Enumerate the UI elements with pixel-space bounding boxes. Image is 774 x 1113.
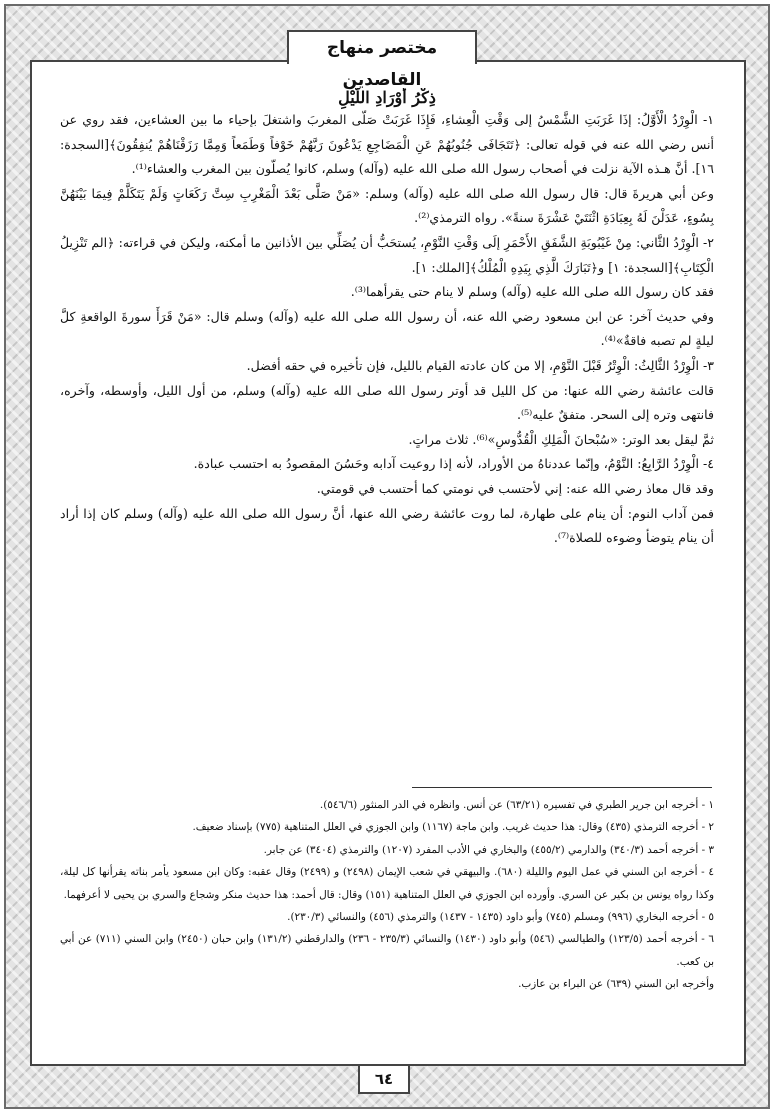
footnote-6: ٦ - أخرجه أحمد (١٢٣/٥) والطيالسي (٥٤٦) وأبو داود (١٤٣٠) والنسائي (٢٣٥/٣ - ٢٣٦) والدارقطني (١٣١/٢) وابن حبان (٢٤٥٠) وابن السني (٧١١) عن أبي بن كعب. bbox=[60, 933, 714, 968]
footnote-6-continued: وأخرجه ابن السني (٦٣٩) عن البراء بن عازب. bbox=[518, 978, 714, 991]
page-number: ٦٤ bbox=[358, 1066, 410, 1094]
footnote-3: ٣ - أخرجه أحمد (٣٤٠/٣) والدارمي (٤٥٥/٢) والبخاري في الأدب المفرد (١٢٠٧) والترمذي (٣٤٠٤) عن جابر. bbox=[263, 843, 714, 856]
section-title: ذِكْرُ أَوْرَادِ اللَّيْلِ bbox=[338, 88, 436, 107]
footnote-4: ٤ - أخرجه ابن السني في عمل اليوم والليلة (٦٨٠). والبيهقي في شعب الإيمان (٢٤٩٨) و (٢٤٩٩) وقال عقبه: وكان ابن مسعود يأمر بناته يقرأنها كل ليلة، وكذا رواه يونس بن بكير عن السري. وأورده ابن الجوزي في العلل المتناهية (١٥١) وقال: قال أحمد: هذا حديث منكر وشجاع والسري بن يحيى لا أعرفهما. bbox=[60, 866, 714, 901]
footnote-2: ٢ - أخرجه الترمذي (٤٣٥) وقال: هذا حديث غريب. وابن ماجة (١١٦٧) وابن الجوزي في العلل المتناهية (٧٧٥) بإسناد ضعيف. bbox=[192, 821, 714, 834]
footnotes bbox=[60, 794, 714, 1056]
paragraph-second-wird: ٢- الْوِرْدُ الثَّاني: مِنْ غَيْبُوبَةِ الشَّفَقِ الأَحْمَرِ إلَى وَقْتِ النَّوْمِ، يُستحَبُّ أن يُصَلِّي بين الأذانين ما أمكنه، وليكن في قراءته: ﴿الم تَنْزِيلُ الْكِتَابِ﴾[السجدة: ١] و﴿تَبَارَكَ الَّذِي بِيَدِهِ الْمُلْكُ﴾[الملك: ١]. bbox=[60, 234, 714, 275]
paragraph-third-wird: ٣- الْوِرْدُ الثَّالِثُ: الْوِتْرُ قَبْلَ النَّوْمِ، إلا من كان عادته القيام بالليل، فإن تأخيره في حقه أفضل. bbox=[246, 357, 714, 373]
paragraph-first-wird: ١- الْوِرْدُ الْأَوَّلُ: إذَا غَرَبَتِ الشَّمْسُ إلى وَقْتِ الْعِشاءِ، فَإِذَا غَرَبَتْ صَلّى المغربَ واشتغلَ بإحياء ما بين العشاءين، فقد روي عن أنس رضي الله عنه في قوله تعالى: ﴿تَتَجَافَى جُنُوبُهُمْ عَنِ الْمَضَاجِعِ يَدْعُونَ رَبَّهُمْ خَوْفاً وَطَمَعاً وَمِمَّا رَزَقْنَاهُمْ يُنفِقُونَ﴾[السجدة: ١٦]. أنَّ هـذه الآية نزلت في أصحاب رسول الله صلى الله عليه (وآله) وسلم، كانوا يُصلّون بين المغرب والعشاء⁽¹⁾. bbox=[60, 112, 714, 177]
footnote-5: ٥ - أخرجه البخاري (٩٩٦) ومسلم (٧٤٥) وأبو داود (١٤٣٥ - ١٤٣٧) والترمذي (٤٥٦) والنسائي (٢٣٠/٣). bbox=[287, 911, 714, 924]
paragraph-aisha-witr: قالت عائشة رضي الله عنها: من كل الليل قد أوتر رسول الله صلى الله عليه (وآله) وسلم، من أول الليل، وأوسطه، وآخره، فانتهى وتره إلى السحر. متفقٌ عليه⁽⁵⁾. bbox=[60, 382, 714, 423]
book-title: مختصر منهاج القاصدين bbox=[287, 30, 477, 64]
paragraph-waqiah: وفي حديث آخر: عن ابن مسعود رضي الله عنه، أن رسول الله صلى الله عليه (وآله) وسلم قال: «مَنْ قَرَأَ سورةَ الواقعةِ كلَّ ليلةٍ لم تصبه فاقةٌ»⁽⁴⁾. bbox=[60, 308, 714, 349]
paragraph-abu-hurayra: وعن أبي هريرةَ قال: قال رسول الله صلى الله عليه (وآله) وسلم: «مَنْ صَلَّى بَعْدَ الْمَغْرِبِ سِتَّ رَكَعَاتٍ وَلَمْ يَتَكَلَّمْ فِيمَا بَيْنَهُنَّ بِسُوءٍ، عَدَلْنَ لَهُ بِعِبَادَةِ اثْنَتَيْ عَشْرَةَ سنةً». رواه الترمذي⁽²⁾. bbox=[60, 185, 714, 226]
paragraph-after-witr: ثمَّ ليقل بعد الوتر: «سُبْحانَ الْمَلِكِ الْقُدُّوسِ»⁽⁶⁾. ثلاث مراتٍ. bbox=[408, 431, 714, 447]
footnote-1: ١ - أخرجه ابن جرير الطبري في تفسيره (٦٣/٢١) عن أنس. وانظره في الدر المنثور (٥٤٦/٦). bbox=[319, 799, 714, 811]
footnote-divider bbox=[412, 787, 712, 788]
paragraph-muadh: وقد قال معاذ رضي الله عنه: إني لأحتسب في نومتي كما أحتسب في قومتي. bbox=[316, 480, 714, 496]
main-text bbox=[60, 88, 714, 753]
paragraph-fourth-wird: ٤- الْوِرْدُ الرَّابِعُ: النَّوْمُ، وإنّما عددناهُ من الأوراد، لأنه إذا روعيت آدابه وحَسُنَ المقصودُ به احتسب عبادة. bbox=[193, 456, 714, 472]
paragraph-sleep-etiquette: فمن آداب النوم: أن ينام على طهارة، لما روت عائشة رضي الله عنها، أنَّ رسول الله صلى الله عليه (وآله) وسلم كان إذا أراد أن ينام يتوضأ وضوءه للصلاة⁽⁷⁾. bbox=[60, 505, 714, 546]
paragraph-reading: فقد كان رسول الله صلى الله عليه (وآله) وسلم لا ينام حتى يقرأهما⁽³⁾. bbox=[350, 284, 714, 300]
